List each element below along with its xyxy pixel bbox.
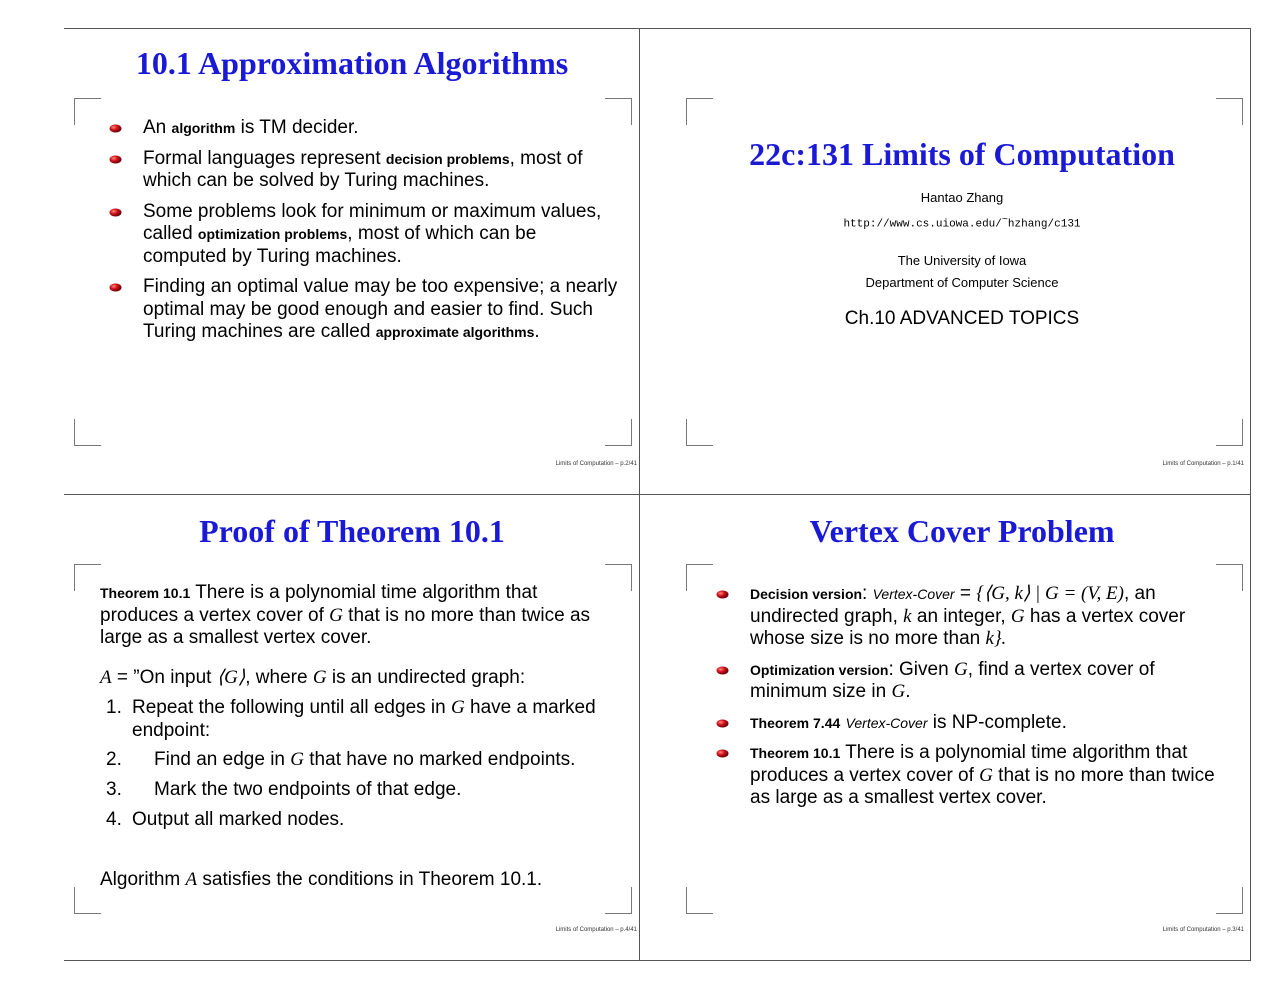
term: Decision version bbox=[750, 586, 863, 602]
term: decision problems bbox=[385, 150, 510, 167]
text: is NP-complete. bbox=[927, 711, 1067, 733]
bullet-ball-icon bbox=[716, 719, 729, 728]
text: , where bbox=[245, 667, 313, 688]
list-item bbox=[109, 276, 619, 344]
math-var: G bbox=[450, 697, 465, 718]
page-footer: Limits of Computation – p.2/41 bbox=[555, 461, 637, 467]
bullet-ball-icon bbox=[716, 590, 729, 599]
text: Mark the two endpoints of that edge. bbox=[154, 779, 462, 800]
list-item bbox=[716, 583, 1226, 651]
text: Repeat the following until all edges in bbox=[132, 697, 451, 718]
text: an integer, bbox=[911, 605, 1011, 627]
algorithm-step bbox=[106, 809, 616, 832]
math-expr: {⟨G, k⟩ | G = (V, E) bbox=[976, 583, 1124, 604]
university: The University of Iowa bbox=[897, 253, 1027, 268]
slide-proof-theorem bbox=[64, 495, 640, 961]
frame-corner bbox=[686, 887, 713, 914]
slide-title: 22c:131 Limits of Computation bbox=[749, 136, 1175, 172]
chapter: Ch.10 ADVANCED TOPICS bbox=[844, 308, 1080, 329]
text: that is no more than twice as large as a smallest vertex cover. bbox=[750, 764, 1215, 808]
algorithm-step bbox=[106, 749, 616, 772]
step-number: 4. bbox=[106, 809, 122, 830]
course-url bbox=[640, 215, 1250, 231]
text: have a marked endpoint: bbox=[132, 697, 596, 741]
text: has a vertex cover whose size is no more than bbox=[750, 605, 1186, 649]
text: Formal languages represent bbox=[143, 147, 386, 169]
math-var: k bbox=[903, 605, 912, 627]
math-expr: k}. bbox=[985, 628, 1007, 649]
language-name: Vertex-Cover bbox=[845, 714, 928, 731]
page-footer: Limits of Computation – p.3/41 bbox=[1162, 927, 1244, 933]
step-number: 3. bbox=[106, 779, 122, 800]
text: : bbox=[862, 583, 873, 604]
text: Finding an optimal value may be too expensive; a nearly optimal may be good enough and easier to find. Such Turing machines are called bbox=[143, 276, 618, 342]
slide-vertex-cover bbox=[640, 495, 1250, 961]
bullet-ball-icon bbox=[109, 208, 122, 217]
bullet-ball-icon bbox=[716, 749, 729, 758]
math-var: A bbox=[185, 869, 198, 890]
term: algorithm bbox=[171, 120, 236, 136]
bullet-ball-icon bbox=[109, 283, 122, 292]
term: Theorem 10.1 bbox=[750, 745, 841, 761]
text: . bbox=[905, 681, 911, 702]
text: = ”On input bbox=[111, 667, 217, 688]
math-var: G bbox=[891, 681, 906, 702]
step-number: 2. bbox=[106, 749, 122, 770]
frame-corner bbox=[1216, 419, 1243, 446]
frame-corner bbox=[74, 564, 101, 591]
list-item bbox=[716, 742, 1226, 810]
math-var: G bbox=[979, 764, 993, 786]
bullet-list bbox=[109, 117, 619, 352]
text: Find an edge in bbox=[154, 749, 291, 770]
math-var: G bbox=[329, 604, 343, 626]
slide-title-page bbox=[640, 29, 1250, 495]
term: Optimization version bbox=[750, 661, 889, 678]
math-var: G bbox=[953, 658, 968, 680]
theorem-label: Theorem 10.1 bbox=[100, 585, 191, 601]
theorem-statement bbox=[100, 582, 610, 650]
step-number: 1. bbox=[106, 697, 122, 718]
bullet-ball-icon bbox=[109, 155, 122, 164]
page-footer: Limits of Computation – p.1/41 bbox=[1162, 461, 1244, 467]
frame-corner bbox=[686, 564, 713, 591]
conclusion bbox=[100, 869, 610, 892]
text: , an undirected graph, bbox=[750, 583, 1156, 627]
text: There is a polynomial time algorithm that produces a vertex cover of bbox=[750, 742, 1188, 786]
text: There is a polynomial time algorithm that produces a vertex cover of bbox=[100, 582, 538, 626]
text: satisfies the conditions in Theorem 10.1. bbox=[197, 869, 543, 890]
math-var: G bbox=[312, 667, 327, 688]
text: , most of which can be solved by Turing machines. bbox=[143, 147, 583, 191]
text: An bbox=[143, 117, 172, 138]
term: approximate algorithms bbox=[375, 324, 535, 340]
term: optimization problems bbox=[197, 226, 348, 242]
list-item bbox=[716, 712, 1226, 735]
text: : Given bbox=[888, 658, 954, 680]
list-item bbox=[109, 201, 619, 269]
math-expr: ⟨G⟩ bbox=[216, 667, 246, 688]
list-item bbox=[109, 117, 619, 140]
bullet-ball-icon bbox=[109, 124, 122, 133]
text: that is no more than twice as large as a smallest vertex cover. bbox=[100, 604, 591, 648]
frame-corner bbox=[74, 887, 101, 914]
sheet-right-border bbox=[1250, 28, 1251, 961]
department: Department of Computer Science bbox=[865, 275, 1059, 290]
url-text: hzhang/c131 bbox=[1007, 218, 1081, 231]
list-item bbox=[716, 659, 1226, 704]
text: . bbox=[534, 321, 540, 342]
slide-title: Vertex Cover Problem bbox=[809, 513, 1115, 549]
text: is TM decider. bbox=[235, 117, 359, 138]
bullet-ball-icon bbox=[716, 666, 729, 675]
frame-corner bbox=[1216, 887, 1243, 914]
algorithm-header bbox=[100, 667, 620, 690]
author: Hantao Zhang bbox=[920, 190, 1004, 205]
frame-corner bbox=[74, 419, 101, 446]
slide-title: Proof of Theorem 10.1 bbox=[199, 513, 505, 549]
text: is an undirected graph: bbox=[326, 667, 526, 688]
text: = bbox=[954, 583, 977, 604]
language-name: Vertex-Cover bbox=[872, 586, 955, 602]
url-text: http://www.cs.uiowa.edu/ bbox=[843, 218, 1002, 231]
algorithm-step bbox=[106, 697, 616, 742]
slide-title: 10.1 Approximation Algorithms bbox=[135, 45, 569, 81]
url-tilde: ~ bbox=[1001, 215, 1008, 226]
frame-corner bbox=[1216, 98, 1243, 125]
text: Some problems look for minimum or maximum values, called bbox=[143, 200, 602, 244]
frame-corner bbox=[74, 98, 101, 125]
page-footer: Limits of Computation – p.4/41 bbox=[555, 927, 637, 933]
text: Algorithm bbox=[100, 869, 186, 890]
frame-corner bbox=[605, 419, 632, 446]
math-var: A bbox=[100, 667, 112, 688]
frame-corner bbox=[686, 98, 713, 125]
slide-approximation-algorithms bbox=[64, 29, 640, 495]
frame-corner bbox=[686, 419, 713, 446]
term: Theorem 7.44 bbox=[750, 714, 841, 731]
math-var: G bbox=[290, 749, 304, 770]
list-item bbox=[109, 148, 619, 193]
algorithm-step bbox=[106, 779, 616, 802]
math-var: G bbox=[1010, 605, 1025, 627]
text: that have no marked endpoints. bbox=[304, 749, 576, 770]
text: , find a vertex cover of minimum size in bbox=[750, 658, 1155, 702]
bullet-list bbox=[716, 583, 1226, 818]
text: Output all marked nodes. bbox=[132, 809, 345, 830]
text: , most of which can be computed by Turing machines. bbox=[143, 223, 537, 267]
